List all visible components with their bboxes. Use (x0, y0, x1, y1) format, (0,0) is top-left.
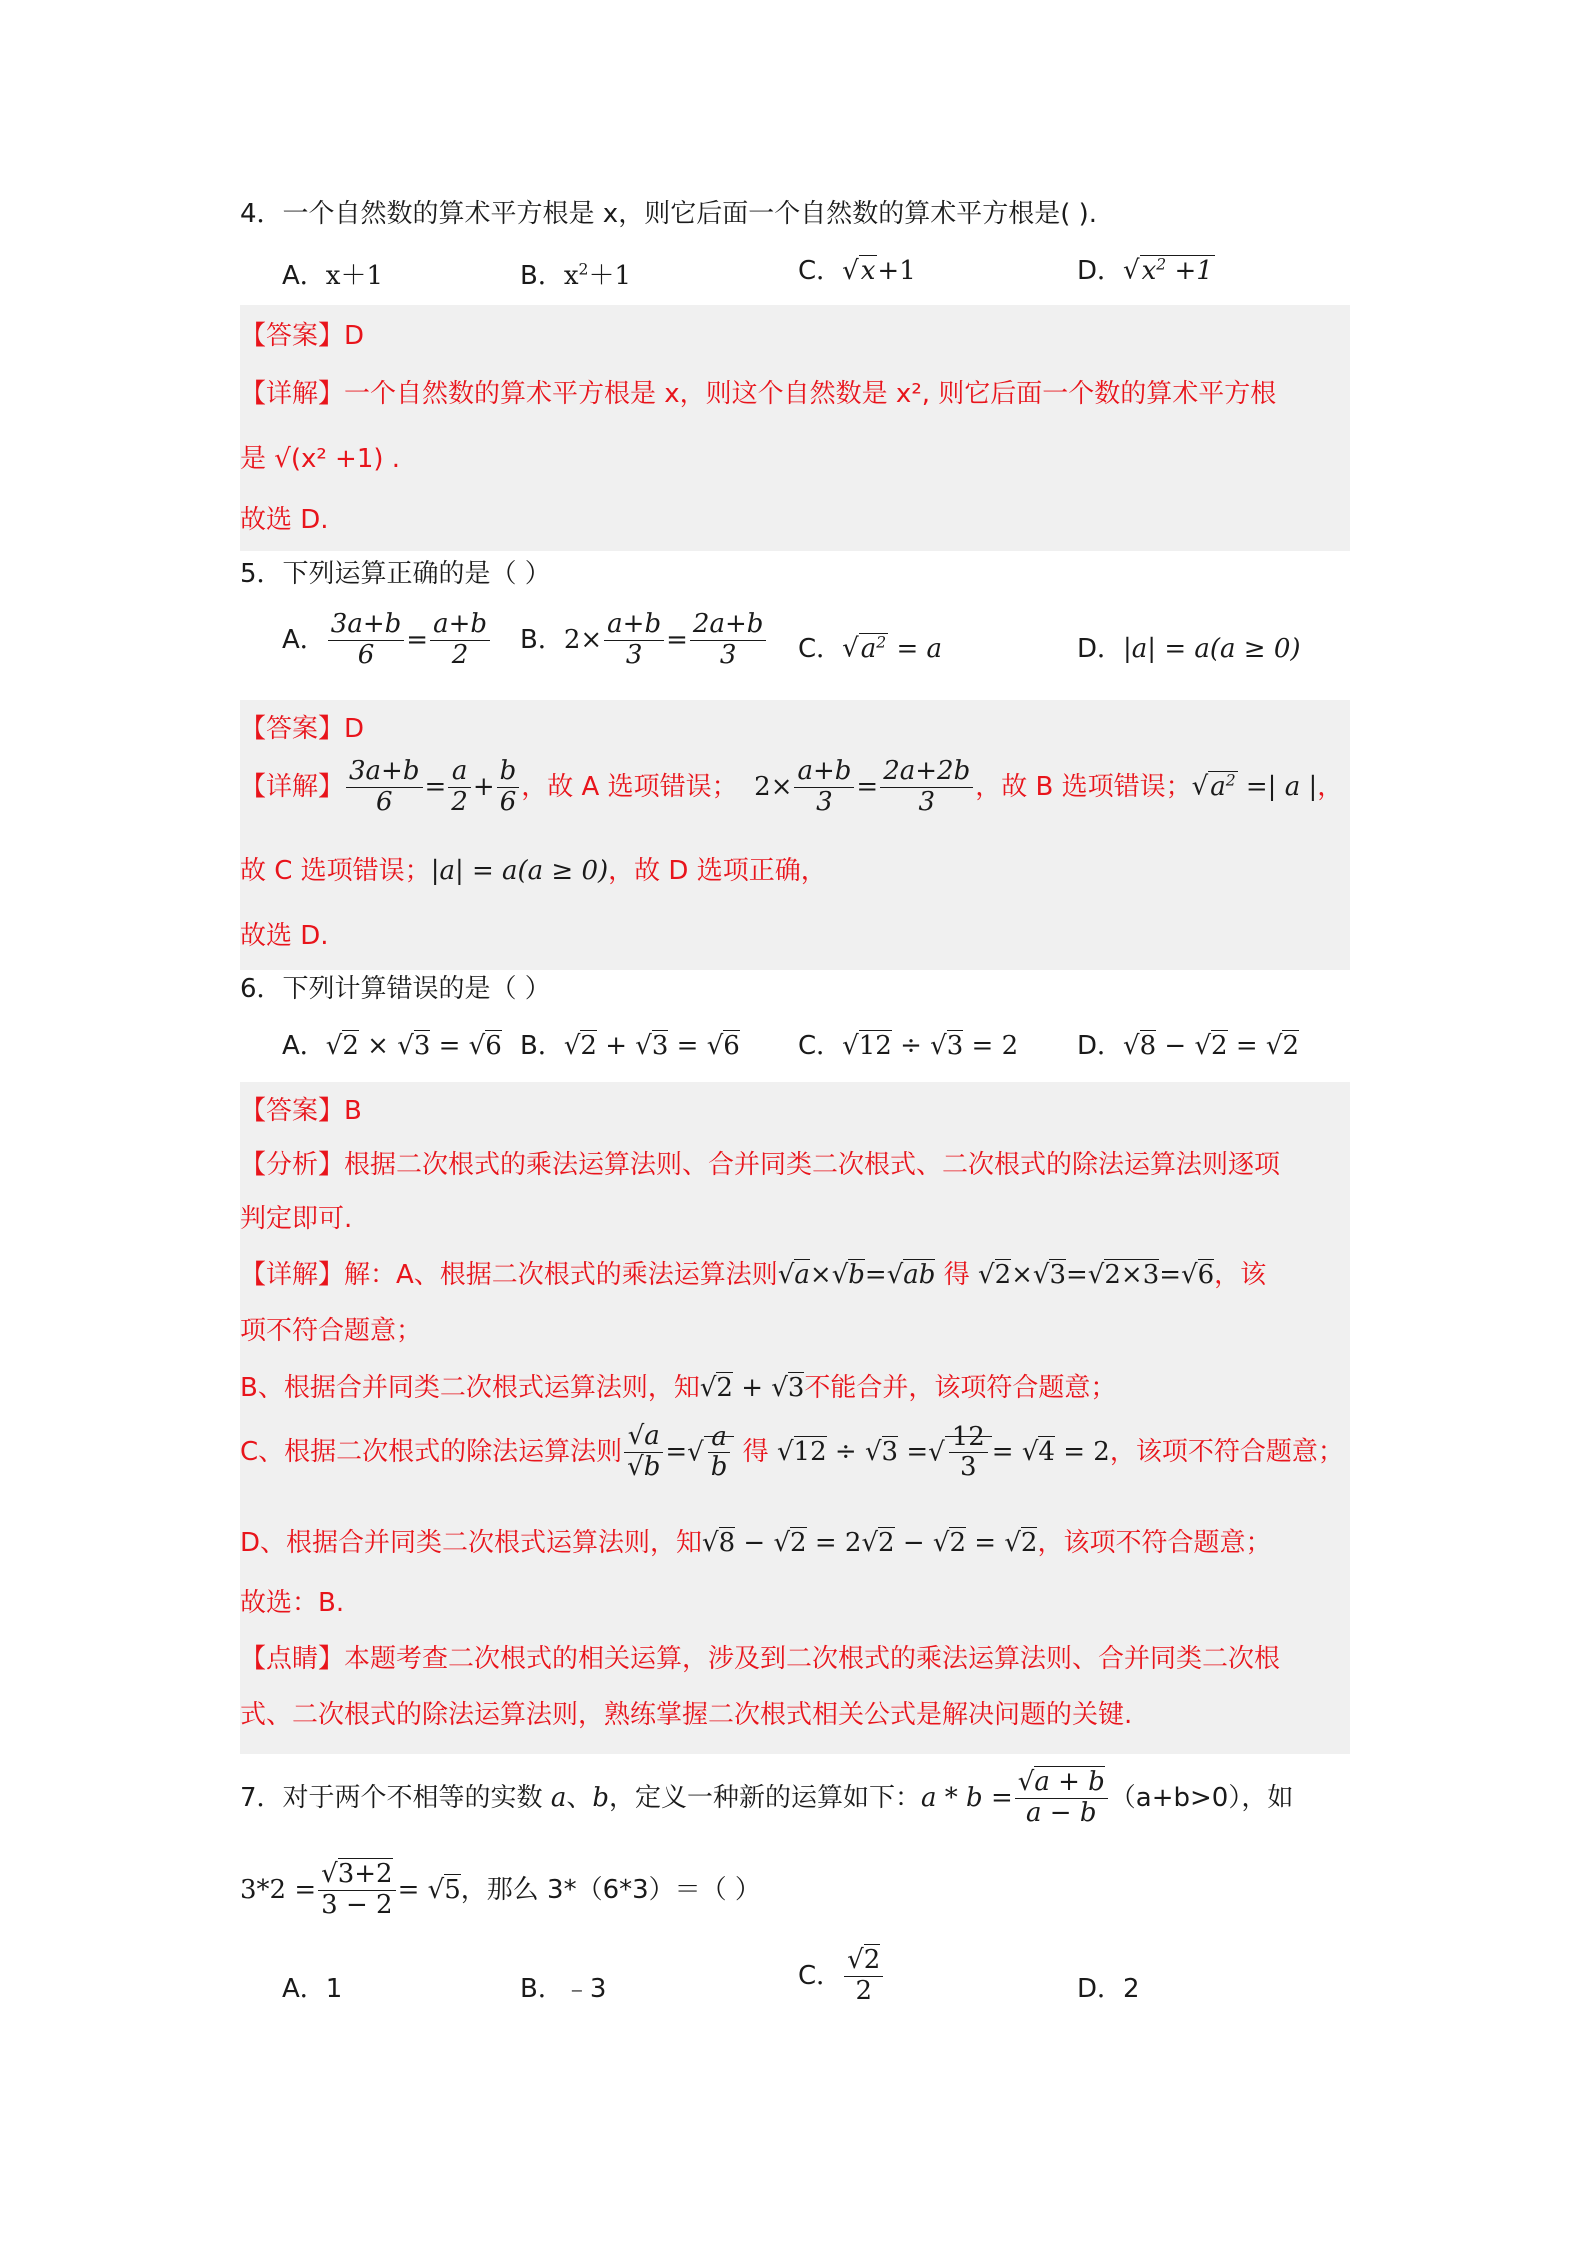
q4-detail-line-1: 【详解】一个自然数的算术平方根是 x，则这个自然数是 x², 则它后面一个数的算术平方根 (240, 379, 1277, 409)
q5-detail-line-2: 故 C 选项错误；|a| = a(a ≥ 0)，故 D 选项正确， (240, 856, 827, 886)
q7-option-d: D．2 (1077, 1974, 1140, 2004)
q4-option-b: B．$x^2+1$ (520, 260, 631, 291)
q5-stem: 5．下列运算正确的是（ ） (240, 559, 551, 589)
q5-answer-line: 【答案】D (240, 714, 365, 744)
q6-option-a: A．√2 × √3 = √6 (282, 1031, 502, 1061)
q4-option-d: D．$√x^2 +1$ (1077, 255, 1213, 286)
q6-detail-line-b: B、根据合并同类二次根式运算法则，知√2 + √3不能合并，该项符合题意； (240, 1373, 1117, 1403)
q4-option-c: C．√x+1 (798, 256, 916, 286)
q6-detail-line-c: C、根据二次根式的除法运算法则 $\frac{√a}{√b}$ =√ $\frac{a}{b}$ 得 √12 ÷ √3 =√ $\frac{12}{3}$ = √4 = 2，该项不符合题意； (240, 1421, 1344, 1483)
q6-stem: 6．下列计算错误的是（ ） (240, 974, 551, 1004)
q6-remark-line-2: 式、二次根式的除法运算法则，熟练掌握二次根式相关公式是解决问题的关键. (240, 1700, 1133, 1730)
q7-stem-line-1: 7．对于两个不相等的实数 a、b，定义一种新的运算如下：a * b = $\frac{√a + b}{a - b}$ （a+b>0），如 (240, 1767, 1294, 1828)
q6-option-b: B．√2 + √3 = √6 (520, 1031, 740, 1061)
q5-option-c: C．$√a^2 = a$ (798, 633, 942, 664)
q4-answer-line: 【答案】D (240, 321, 365, 351)
q6-answer-box (240, 1082, 1350, 1754)
q7-stem-line-2: 3*2 = $\frac{√3+2}{3 - 2}$ = √5，那么 3*（6*3）＝（ ） (240, 1859, 761, 1920)
q5-answer-box (240, 700, 1350, 970)
q5-detail-line-1: 【详解】 $\frac{3a+b}{6}$ = $\frac{a}{2}$ + $\frac{b}{6}$ ，故 A 选项错误； 2× $\frac{a+b}{3}$ = $\frac{2a+2b}{3}$ ，故 B 选项错误；$√a^2$ =| a |， (240, 756, 1344, 817)
q4-detail-line-2: 是 √(x² +1) . (240, 444, 401, 474)
q6-detail-line-a2: 项不符合题意； (240, 1316, 423, 1346)
q5-conclusion: 故选 D. (240, 921, 329, 951)
q6-answer-line: 【答案】B (240, 1096, 362, 1126)
q7-option-a: A．1 (282, 1974, 343, 2004)
q6-analysis-line-2: 判定即可. (240, 1204, 353, 1234)
q6-detail-line-d: D、根据合并同类二次根式运算法则，知√8 − √2 = 2√2 − √2 = √2，该项不符合题意； (240, 1528, 1272, 1558)
q5-option-d: D．|a| = a(a ≥ 0) (1077, 634, 1301, 664)
q6-conclusion: 故选：B. (240, 1588, 345, 1618)
q7-option-c: C． $\frac{√2}{2}$ (798, 1946, 885, 2007)
q5-option-a: A． $\frac{3a+b}{6}$ = $\frac{a+b}{2}$ (282, 610, 492, 671)
q5-option-b: B．2× $\frac{a+b}{3}$ = $\frac{2a+b}{3}$ (520, 610, 768, 671)
q6-option-c: C．√12 ÷ √3 = 2 (798, 1031, 1019, 1061)
q4-option-a: A．x＋1 (282, 261, 384, 291)
q4-answer-box (240, 305, 1350, 551)
q6-option-d: D．√8 − √2 = √2 (1077, 1031, 1300, 1061)
q6-analysis-line-1: 【分析】根据二次根式的乘法运算法则、合并同类二次根式、二次根式的除法运算法则逐项 (240, 1150, 1281, 1180)
q4-stem: 4．一个自然数的算术平方根是 x，则它后面一个自然数的算术平方根是( ). (240, 199, 1098, 229)
q6-remark-line-1: 【点睛】本题考查二次根式的相关运算，涉及到二次根式的乘法运算法则、合并同类二次根 (240, 1644, 1281, 1674)
q7-option-b: B．﹣3 (520, 1974, 607, 2004)
q6-detail-line-a: 【详解】解：A、根据二次根式的乘法运算法则√a×√b=√ab 得 √2×√3=√2×3=√6，该 (240, 1260, 1267, 1290)
q4-conclusion: 故选 D. (240, 505, 329, 535)
